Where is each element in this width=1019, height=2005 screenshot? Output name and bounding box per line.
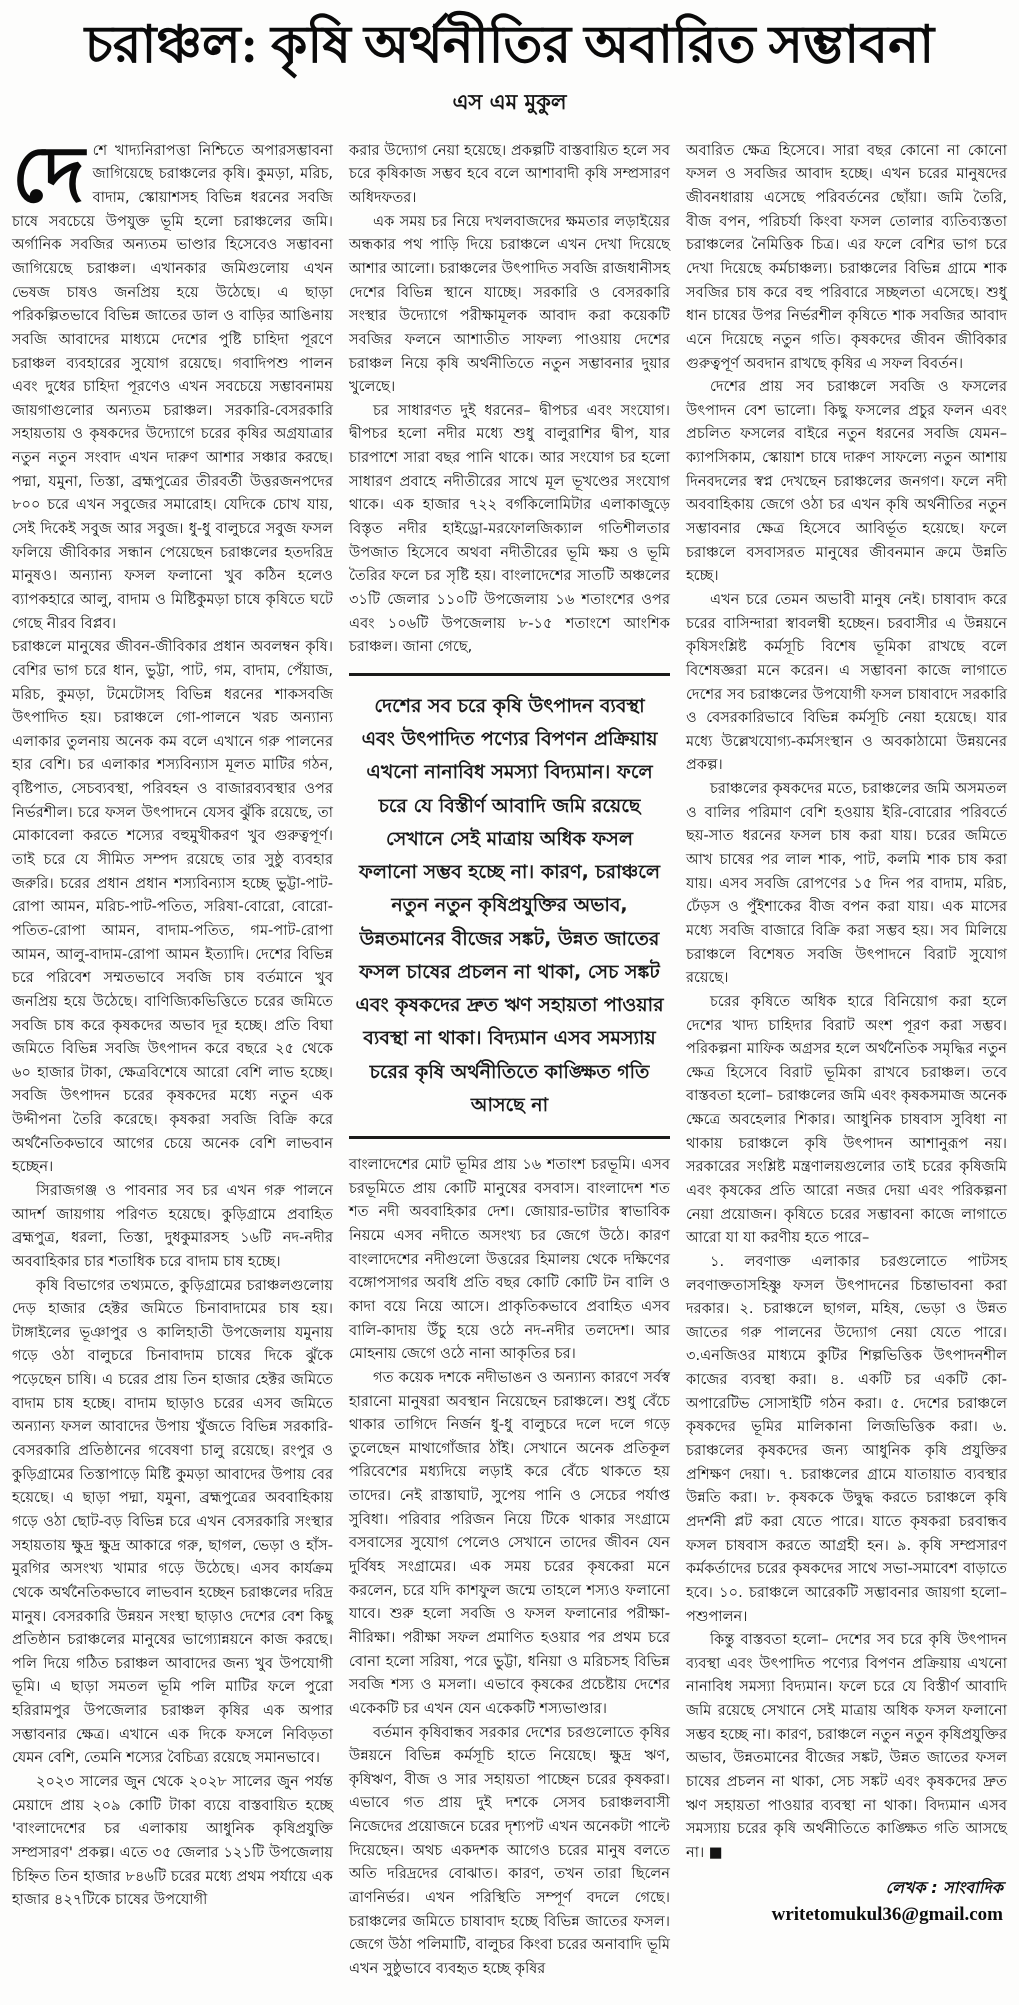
author-email: writetomukul36@gmail.com — [771, 1903, 1003, 1925]
paragraph: কৃষি বিভাগের তথ্যমতে, কুড়িগ্রামের চরাঞ্চলগুলোয় দেড় হাজার হেক্টর জমিতে চিনাবাদামের চাষ হয়। টাঙ্গাইলের ভূঞাপুর ও কালিহাতী উপজেলায় যমুনায় গড়ে ওঠা বালুচরে চিনাবাদাম চাষের দিকে ঝুঁকে পড়েছেন চাষি। এ চরের প্রায় তিন হাজার হেক্টর জমিতে বাদাম চাষ হচ্ছে। বাদাম ছাড়াও চরের এসব জমিতে অন্যান্য ফসল আবাদের উপায় খুঁজতে বিভিন্ন সরকারি-বেসরকারি প্রতিষ্ঠানের গবেষণা চালু রয়েছে। রংপুর ও কুড়িগ্রামের তিস্তাপাড়ে মিষ্টি কুমড়া আবাদের উপায় বের হয়েছে। এ ছাড়া পদ্মা, যমুনা, ব্রহ্মপুত্রের অববাহিকায় গড়ে ওঠা ছোট-বড় বিভিন্ন চরে এখন বেসরকারি সংস্থার সহায়তায় ক্ষুদ্র ক্ষুদ্র আকারে গরু, ছাগল, ভেড়া ও হাঁস-মুরগির অসংখ্য খামার গড়ে উঠেছে। এসব কার্যক্রম থেকে অর্থনৈতিকভাবে লাভবান হচ্ছেন চরাঞ্চলের দরিদ্র মানুষ। বেসরকারি উন্নয়ন সংস্থা ছাড়াও দেশের বেশ কিছু প্রতিষ্ঠান চরাঞ্চলের মানুষের ভাগ্যোন্নয়নে কাজ করছে। পলি দিয়ে গঠিত চরাঞ্চল আবাদের জন্য খুব উপযোগী ভূমি। এ ছাড়া সমতল ভূমি পলি মাটির ফলে পুরো হরিরামপুর উপজেলার চরাঞ্চল কৃষির এক অপার সম্ভাবনার ক্ষেত্র। এখানে এক দিকে ফসলে নিবিড়তা যেমন বেশি, তেমনি শস্যের বৈচিত্র্য রয়েছে সমানভাবে। — [12, 1276, 333, 1767]
author-credit-text: লেখক : সাংবাদিক — [885, 1877, 1003, 1897]
paragraph: সিরাজগঞ্জ ও পাবনার সব চর এখন গরু পালনে আদর্শ জায়গায় পরিণত হয়েছে। কুড়িগ্রামে প্রবাহিত ব্রহ্মপুত্র, ধরলা, তিস্তা, দুধকুমারসহ ১৬টি নদ-নদীর অববাহিকার চার শতাধিক চরে বাদাম চাষ হচ্ছে। — [12, 1181, 333, 1270]
column-3 — [686, 139, 1007, 1981]
paragraph: বর্তমান কৃষিবান্ধব সরকার দেশের চরগুলোতে কৃষির উন্নয়নে বিভিন্ন কর্মসূচি হাতে নিয়েছে। ক্ষুদ্র ঋণ, কৃষিঋণ, বীজ ও সার সহায়তা পাচ্ছেন চরের কৃষকরা। এভাবে গত প্রায় দুই দশকে সেসব চরাঞ্চলবাসী নিজেদের প্রয়োজনে চরের দৃশ্যপট এখন অনেকটা পাল্টে দিয়েছেন। অথচ একদশক আগেও চরের মানুষ বলতে অতি দরিদ্রদের বোঝাত। কারণ, তখন তারা ছিলেন ত্রাণনির্ভর। এখন পরিস্থিতি সম্পূর্ণ বদলে গেছে। চরাঞ্চলের জমিতে চাষাবাদ হচ্ছে বিভিন্ন জাতের ফসল। জেগে উঠা পলিমাটি, বালুচর কিংবা চরের অনাবাদি ভূমি এখন সুষ্ঠুভাবে ব্যবহৃত হচ্ছে কৃষির — [349, 1723, 670, 1977]
column-1 — [12, 130, 333, 1981]
column-3-paragraphs — [686, 139, 1007, 1865]
column-1-paragraphs — [12, 635, 333, 1912]
paragraph: এক সময় চর নিয়ে দখলবাজদের ক্ষমতার লড়াইয়ের অন্ধকার পথ পাড়ি দিয়ে চরাঞ্চলে এখন দেখা দিয়েছে আশার আলো। চরাঞ্চলের উৎপাদিত সবজি রাজধানীসহ দেশের বিভিন্ন স্থানে যাচ্ছে। সরকারি ও বেসরকারি সংস্থার উদ্যোগে পরীক্ষামূলক আবাদ করা কয়েকটি সবজির ফলনে আশাতীত সাফল্য পাওয়ায় দেশের চরাঞ্চল নিয়ে কৃষি অর্থনীতিতে নতুন সম্ভাবনার দুয়ার খুলেছে। — [349, 212, 670, 396]
column-2 — [349, 139, 670, 1981]
paragraph: দেশের প্রায় সব চরাঞ্চলে সবজি ও ফসলের উৎপাদন বেশ ভালো। কিছু ফসলের প্রচুর ফলন এবং প্রচলিত ফসলের বাইরে নতুন ধরনের সবজি যেমন– ক্যাপসিকাম, স্কোয়াশ চাষে দারুণ সাফল্যে নতুন আশায় দিনবদলের স্বপ্ন দেখছেন চরাঞ্চলের জনগণ। ফলে নদী অববাহিকায় জেগে ওঠা চর এখন কৃষি অর্থনীতির নতুন সম্ভাবনার ক্ষেত্র হিসেবে আবির্ভূত হয়েছে। ফলে চরাঞ্চলে বসবাসরত মানুষের জীবনমান ক্রমে উন্নতি হচ্ছে। — [686, 378, 1007, 585]
lead-paragraph — [12, 130, 333, 635]
paragraph: ১. লবণাক্ত এলাকার চরগুলোতে পাটসহ লবণাক্ততাসহিষ্ণু ফসল উৎপাদনের চিন্তাভাবনা করা দরকার। ২. চরাঞ্চলে ছাগল, মহিষ, ভেড়া ও উন্নত জাতের গরু পালনের উদ্যোগ নেয়া যেতে পারে। ৩.এনজিওর মাধ্যমে কুটির শিল্পভিত্তিক উৎপাদনশীল কাজের ব্যবস্থা করা। ৪. একটি চর একটি কো-অপারেটিভ সোসাইটি গঠন করা। ৫. দেশের চরাঞ্চলে কৃষকদের ভূমির মালিকানা লিজভিত্তিক করা। ৬. চরাঞ্চলের কৃষকদের জন্য আধুনিক কৃষি প্রযুক্তির প্রশিক্ষণ দেয়া। ৭. চরাঞ্চলের গ্রামে যাতায়াত ব্যবস্থার উন্নতি করা। ৮. কৃষককে উদ্বুদ্ধ করতে চরাঞ্চলে কৃষি প্রদর্শনী প্লট করা যেতে পারে। যাতে কৃষকরা চরবান্ধব ফসল চাষবাস করতে আগ্রহী হন। ৯. কৃষি সম্প্রসারণ কর্মকর্তাদের চরের কৃষকদের সাথে সভা-সমাবেশ বাড়াতে হবে। ১০. চরাঞ্চলে আরেকটি সম্ভাবনার জায়গা হলো– পশুপালন। — [686, 1252, 1007, 1625]
lead-text: শে খাদ্যনিরাপত্তা নিশ্চিতে অপারসম্ভাবনা জাগিয়েছে চরাঞ্চলের কৃষি। কুমড়া, মরিচ, বাদাম, স্কোয়াশসহ বিভিন্ন ধরনের সবজি চাষে সবচেয়ে উপযুক্ত ভূমি হলো চরাঞ্চলের জমি। অর্গানিক সবজির অন্যতম ভাণ্ডার হিসেবেও সম্ভাবনা জাগিয়েছে চরাঞ্চল। এখানকার জমিগুলোয় এখন ভেষজ চাষও জনপ্রিয় হয়ে উঠেছে। এ ছাড়া পরিকল্পিতভাবে বিভিন্ন জাতের ডাল ও বাড়ির আঙিনায় সবজি আবাদের মাধ্যমে দেশের পুষ্টি চাহিদা পূরণে চরাঞ্চল ব্যবহারের সুযোগ রয়েছে। গবাদিপশু পালন এবং দুধের চাহিদা পূরণেও এখন সবচেয়ে সম্ভাবনাময় জায়গাগুলোর অন্যতম চরাঞ্চল। সরকারি-বেসরকারি সহায়তায় ও কৃষকদের উদ্যোগে চরের কৃষির অগ্রযাত্রার নতুন নতুন সংবাদ এখন দারুণ আশার সঞ্চার করছে। পদ্মা, যমুনা, তিস্তা, ব্রহ্মপুত্রের তীরবর্তী উত্তরজনপদের ৮০০ চরে এখন সবুজের সমারোহ। যেদিকে চোখ যায়, সেই দিকেই সবুজ আর সবুজ। ধু-ধু বালুচরে সবুজ ফসল ফলিয়ে জীবিকার সন্ধান পেয়েছেন চরাঞ্চলের হতদরিদ্র মানুষও। অন্যান্য ফসল ফলানো খুব কঠিন হলেও ব্যাপকহারে আলু, বাদাম ও মিষ্টিকুমড়া চাষে কৃষিতে ঘটে গেছে নীরব বিপ্লব। — [12, 141, 333, 632]
column-2-paragraphs-top — [349, 139, 670, 659]
author-credit — [686, 1875, 1003, 1902]
pull-quote: দেশের সব চরে কৃষি উৎপাদন ব্যবস্থা এবং উৎপাদিত পণ্যের বিপণন প্রক্রিয়ায় এখনো নানাবিধ সমস্যা বিদ্যমান। ফলে চরে যে বিস্তীর্ণ আবাদি জমি রয়েছে সেখানে সেই মাত্রায় অধিক ফসল ফলানো সম্ভব হচ্ছে না। কারণ, চরাঞ্চলে নতুন নতুন কৃষিপ্রযুক্তির অভাব, উন্নতমানের বীজের সঙ্কট, উন্নত জাতের ফসল চাষের প্রচলন না থাকা, সেচ সঙ্কট এবং কৃষকদের দ্রুত ঋণ সহায়তা পাওয়ার ব্যবস্থা না থাকা। বিদ্যমান এসব সমস্যায় চরের কৃষি অর্থনীতিতে কাঙ্ক্ষিত গতি আসছে না — [349, 673, 670, 1139]
article-byline: এস এম মুকুল — [452, 89, 567, 114]
article-footer — [686, 1875, 1007, 1926]
paragraph: চরের কৃষিতে অধিক হারে বিনিয়োগ করা হলে দেশের খাদ্য চাহিদার বিরাট অংশ পূরণ করা সম্ভব। পরিকল্পনা মাফিক অগ্রসর হলে অর্থনৈতিক সমৃদ্ধির নতুন ক্ষেত্র হিসেবে বিরাট ভূমিকা রাখবে চরাঞ্চল। তবে বাস্তবতা হলো– চরাঞ্চলের জমি এবং কৃষকসমাজ অনেক ক্ষেত্রে অবহেলার শিকার। আধুনিক চাষবাস সুবিধা না থাকায় চরাঞ্চলে কৃষি উৎপাদন আশানুরূপ নয়। সরকারের সংশ্লিষ্ট মন্ত্রণালয়গুলোর তাই চরের কৃষিজমি এবং কৃষকের প্রতি আরো নজর দেয়া এবং পরিকল্পনা নেয়া প্রয়োজন। কৃষিতে চরের সম্ভাবনা কাজে লাগাতে আরো যা যা করণীয় হতে পারে– — [686, 992, 1007, 1247]
paragraph: এখন চরে তেমন অভাবী মানুষ নেই। চাষাবাদ করে চরের বাসিন্দারা স্বাবলম্বী হচ্ছেন। চরবাসীর এ উন্নয়নে কৃষিসংশ্লিষ্ট কর্মসূচি বিশেষ ভূমিকা রাখছে বলে বিশেষজ্ঞরা মনে করেন। এ সম্ভাবনা কাজে লাগাতে দেশের সব চরাঞ্চলের উপযোগী ফসল চাষাবাদে সরকারি ও বেসরকারিভাবে বিভিন্ন কর্মসূচি নেয়া হয়েছে। যার মধ্যে উল্লেখযোগ্য-কর্মসংস্থান ও অবকাঠামো উন্নয়নের প্রকল্প। — [686, 590, 1007, 774]
article-headline: চরাঞ্চল: কৃষি অর্থনীতির অবারিত সম্ভাবনা — [84, 17, 935, 74]
paragraph: চর সাধারণত দুই ধরনের– দ্বীপচর এবং সংযোগ। দ্বীপচর হলো নদীর মধ্যে শুধু বালুরাশির দ্বীপ, যার চারপাশে সারা বছর পানি থাকে। আর সংযোগ চর হলো সাধারণ প্রবাহে নদীতীরের সাথে মূল ভূখণ্ডের সংযোগ থাকে। এক হাজার ৭২২ বর্গকিলোমিটার এলাকাজুড়ে বিস্তৃত নদীর হাইড্রো-মরফোলজিক্যাল গতিশীলতার উপজাত হিসেবে অথবা নদীতীরের ভূমি ক্ষয় ও ভূমি তৈরির ফলে চর সৃষ্টি হয়। বাংলাদেশের সাতটি অঞ্চলের ৩১টি জেলার ১১০টি উপজেলায় ১৬ শতাংশের ওপর এবং ১০৬টি উপজেলায় ৮-১৫ শতাংশে আংশিক চরাঞ্চল। জানা গেছে, — [349, 401, 670, 656]
column-2-paragraphs-bottom — [349, 1153, 670, 1980]
article-columns — [6, 130, 1013, 1981]
paragraph: ২০২৩ সালের জুন থেকে ২০২৮ সালের জুন পর্যন্ত মেয়াদে প্রায় ২০৯ কোটি টাকা ব্যয়ে বাস্তবায়িত হচ্ছে 'বাংলাদেশের চর এলাকায় আধুনিক কৃষিপ্রযুক্তি সম্প্রসারণ' প্রকল্প। এতে ৩৫ জেলার ১২১টি উপজেলায় চিহ্নিত তিন হাজার ৮৪৬টি চরের মধ্যে প্রথম পর্যায়ে এক হাজার ৪২৭টিকে চাষের উপযোগী — [12, 1773, 333, 1909]
paragraph: গত কয়েক দশকে নদীভাঙন ও অন্যান্য কারণে সর্বস্ব হারানো মানুষরা অবস্থান নিয়েছেন চরাঞ্চলে। শুধু বেঁচে থাকার তাগিদে নির্জন ধু-ধু বালুচরে দলে দলে গড়ে তুলেছেন মাথাগোঁজার ঠাঁই। সেখানে অনেক প্রতিকূল পরিবেশের মধ্যদিয়ে লড়াই করে বেঁচে থাকতে হয় তাদের। নেই রাস্তাঘাট, সুপেয় পানি ও সেচের পর্যাপ্ত সুবিধা। পরিবার পরিজন নিয়ে টিকে থাকার সংগ্রামে বসবাসের সুযোগ পেলেও সেখানে তাদের জীবন যেন দুর্বিষহ সংগ্রামের। এক সময় চরের কৃষকেরা মনে করলেন, চরে যদি কাশফুল জন্মে তাহলে শস্যও ফলানো যাবে। শুরু হলো সবজি ও ফসল ফলানোর পরীক্ষা-নীরিক্ষা। পরীক্ষা সফল প্রমাণিত হওয়ার পর প্রথম চরে বোনা হলো সরিষা, পরে ভুট্টা, ধনিয়া ও মরিচসহ বিভিন্ন সবজি শস্য ও মসলা। এভাবে কৃষকের প্রচেষ্টায় দেশের একেকটি চর এখন যেন একেকটি শস্যভাণ্ডার। — [349, 1368, 670, 1717]
paragraph: চরাঞ্চলে মানুষের জীবন-জীবিকার প্রধান অবলম্বন কৃষি। বেশির ভাগ চরে ধান, ভুট্টা, পাট, গম, বাদাম, পেঁয়াজ, মরিচ, কুমড়া, টমেটোসহ বিভিন্ন ধরনের শাকসবজি উৎপাদিত হয়। চরাঞ্চলে গো-পালনে খরচ অন্যান্য এলাকার তুলনায় অনেক কম বলে এখানে গরু পালনের হার বেশি। চর এলাকার শস্যবিন্যাস মূলত মাটির গঠন, বৃষ্টিপাত, সেচব্যবস্থা, পরিবহন ও বাজারব্যবস্থার ওপর নির্ভরশীল। চরে ফসল উৎপাদনে যেসব ঝুঁকি রয়েছে, তা মোকাবেলা করতে শস্যের বহুমুখীকরণ খুব গুরুত্বপূর্ণ। তাই চরে যে সীমিত সম্পদ রয়েছে তার সুষ্ঠু ব্যবহার জরুরি। চরের প্রধান প্রধান শস্যবিন্যাস হচ্ছে ভুট্টা-পাট-রোপা আমন, মরিচ-পাট-পতিত, সরিষা-বোরো, বোরো-পতিত-রোপা আমন, বাদাম-পতিত, গম-পাট-রোপা আমন, আলু-বাদাম-রোপা আমন ইত্যাদি। দেশের বিভিন্ন চরে পরিবেশ সম্মতভাবে সবজি চাষ বর্তমানে খুব জনপ্রিয় হয়ে উঠেছে। বাণিজ্যিকভিত্তিতে চরের জমিতে সবজি চাষ করে কৃষকদের অভাব দূর হচ্ছে। প্রতি বিঘা জমিতে বিভিন্ন সবজি উৎপাদন করে বছরে ২৫ থেকে ৬০ হাজার টাকা, ক্ষেত্রবিশেষে আরো বেশি লাভ হচ্ছে। সবজি উৎপাদন চরের কৃষকদের মধ্যে নতুন এক উদ্দীপনা তৈরি করেছে। কৃষকরা সবজি বিক্রি করে অর্থনৈতিকভাবে আগের চেয়ে অনেক বেশি লাভবান হচ্ছেন। — [12, 638, 333, 1176]
paragraph: চরাঞ্চলের কৃষকদের মতে, চরাঞ্চলের জমি অসমতল ও বালির পরিমাণ বেশি হওয়ায় ইরি-বোরোর পরিবর্তে ছয়-সাত ধরনের ফসল চাষ করা যায়। চরের জমিতে আখ চাষের পর লাল শাক, পাট, কলমি শাক চাষ করা যায়। এসব সবজি রোপণের ১৫ দিন পর বাদাম, মরিচ, ঢেঁড়স ও পুঁইশাকের বীজ বপন করা যায়। এক মাসের মধ্যে সবজি বাজারে বিক্রি করা সম্ভব হয়। সব মিলিয়ে চরাঞ্চলে বিশেষত সবজি উৎপাদনে বিরাট সুযোগ রয়েছে। — [686, 780, 1007, 987]
paragraph: অবারিত ক্ষেত্র হিসেবে। সারা বছর কোনো না কোনো ফসল ও সবজির আবাদ হচ্ছে। এখন চরের মানুষদের জীবনধারায় এসেছে পরিবর্তনের ছোঁয়া। জমি তৈরি, বীজ বপন, পরিচর্যা কিংবা ফসল তোলার ব্যতিব্যস্ততা চরাঞ্চলের নৈমিত্তিক চিত্র। এর ফলে বেশির ভাগ চরে দেখা দিয়েছে কর্মচাঞ্চল্য। চরাঞ্চলের বিভিন্ন গ্রামে শাক সবজির চাষ করে বহু পরিবারে সচ্ছলতা এসেছে। শুধু ধান চাষের উপর নির্ভরশীল কৃষিতে শাক সবজির আবাদ এনে দিয়েছে নতুন গতি। কৃষকদের জীবন জীবিকার গুরুত্বপূর্ণ অবদান রাখছে কৃষির এ সফল বিবর্তন। — [686, 141, 1007, 372]
paragraph: করার উদ্যোগ নেয়া হয়েছে। প্রকল্পটি বাস্তবায়িত হলে সব চরে কৃষিকাজ সম্ভব হবে বলে আশাবাদী কৃষি সম্প্রসারণ অধিদফতর। — [349, 141, 670, 207]
paragraph: বাংলাদেশের মোট ভূমির প্রায় ১৬ শতাংশ চরভূমি। এসব চরভূমিতে প্রায় কোটি মানুষের বসবাস। বাংলাদেশ শত শত নদী অববাহিকার দেশ। জোয়ার-ভাটার স্বাভাবিক নিয়মে এসব নদীতে অসংখ্য চর জেগে উঠে। কারণ বাংলাদেশের নদীগুলো উত্তরের হিমালয় থেকে দক্ষিণের বঙ্গোপসাগর অবধি প্রতি বছর কোটি কোটি টন বালি ও কাদা বয়ে নিয়ে আসে। প্রাকৃতিকভাবে প্রবাহিত এসব বালি-কাদায় উঁচু হয়ে ওঠে নদ-নদীর তলদেশ। আর মোহনায় জেগে ওঠে নানা আকৃতির চর। — [349, 1156, 670, 1363]
paragraph: কিন্তু বাস্তবতা হলো– দেশের সব চরে কৃষি উৎপাদন ব্যবস্থা এবং উৎপাদিত পণ্যের বিপণন প্রক্রিয়ায় এখনো নানাবিধ সমস্যা বিদ্যমান। ফলে চরে যে বিস্তীর্ণ আবাদি জমি রয়েছে সেখানে সেই মাত্রায় অধিক ফসল ফলানো সম্ভব হচ্ছে না। কারণ, চরাঞ্চলে নতুন নতুন কৃষিপ্রযুক্তির অভাব, উন্নতমানের বীজের সঙ্কট, উন্নত জাতের ফসল চাষের প্রচলন না থাকা, সেচ সঙ্কট এবং কৃষকদের দ্রুত ঋণ সহায়তা পাওয়ার ব্যবস্থা না থাকা। বিদ্যমান এসব সমস্যায় চরের কৃষি অর্থনীতিতে কাঙ্ক্ষিত গতি আসছে না। ■ — [686, 1631, 1007, 1861]
drop-cap: দে — [12, 130, 85, 218]
